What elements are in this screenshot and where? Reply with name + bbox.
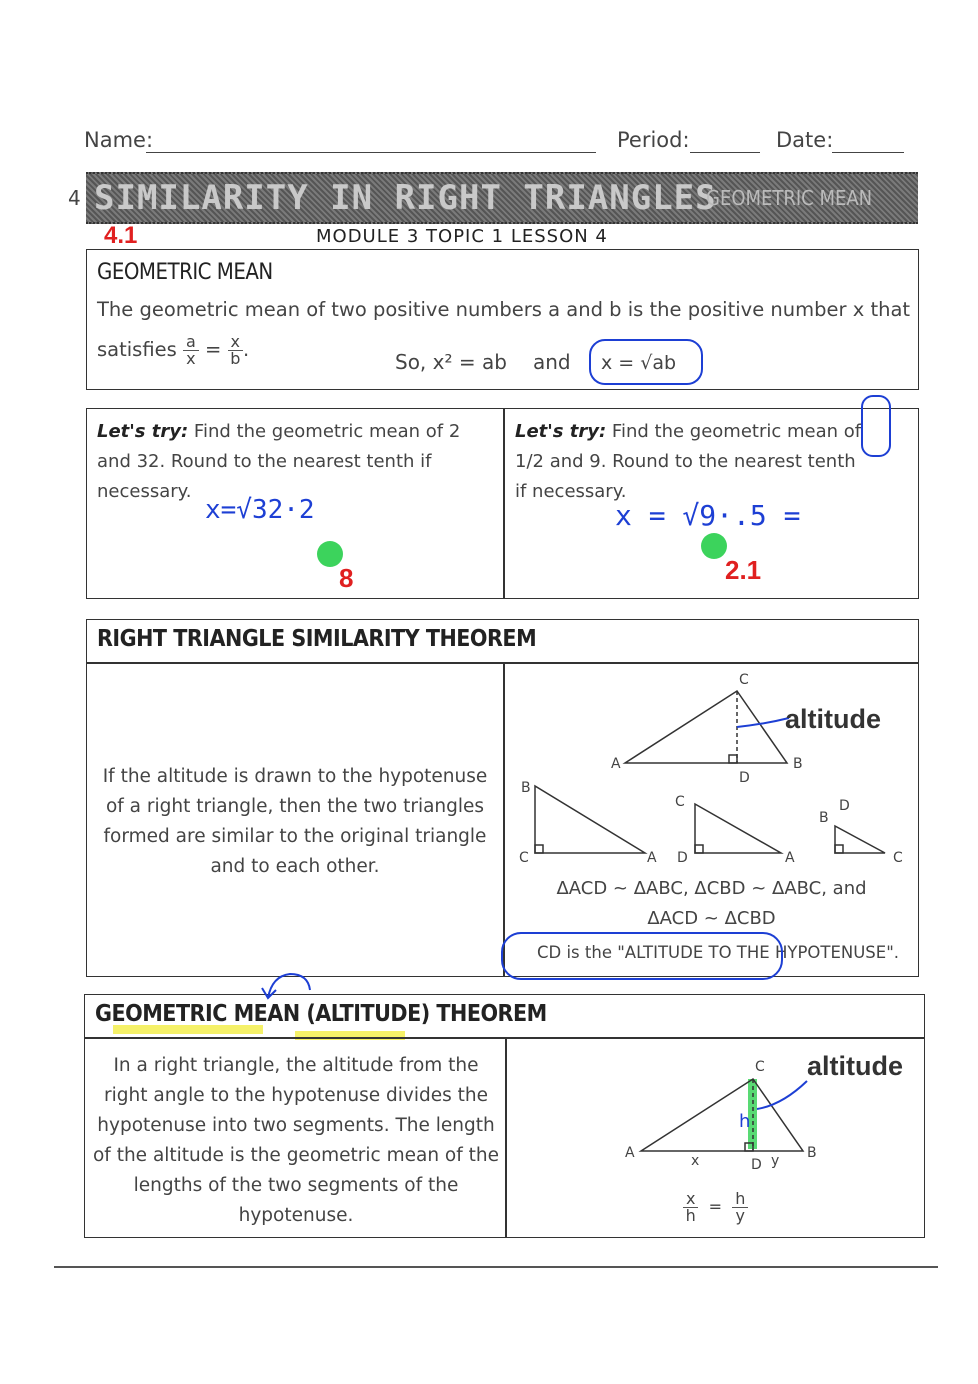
and-text: and [533, 350, 571, 374]
name-line[interactable] [146, 152, 596, 153]
label-d-t2: D [677, 850, 688, 866]
satisfies-line: satisfies $\frac{a}{x}$ = $\frac{x}{b}$ . [97, 332, 250, 368]
triangle-acd [535, 786, 645, 853]
ratio-h-over-y [732, 1191, 748, 1224]
altitude-pointer [737, 718, 789, 727]
lets-try-divider [503, 409, 505, 598]
similarity-theorem-text: If the altitude is drawn to the hypotenuse of a right triangle, then the two triangles formed are similar to the original triangle and to each other. [102, 766, 488, 877]
title-suffix: GEOMETRIC MEAN [706, 186, 873, 210]
lets-try-1-work: x=√32·2 [205, 495, 315, 525]
label-y: y [771, 1153, 780, 1169]
altitude-theorem-heading: GEOMETRIC MEAN (ALTITUDE) THEOREM [95, 1001, 547, 1027]
label-c-t2: C [675, 794, 685, 810]
date-label: Date: [776, 128, 834, 152]
label-a-t1: A [647, 850, 657, 866]
similarity-altitude-annotation: altitude [785, 704, 882, 734]
label-c-t3: C [893, 850, 903, 866]
triangle-abc-2 [641, 1079, 803, 1151]
half-circle-mark [861, 395, 891, 457]
label-b-main: B [793, 756, 803, 772]
label-a-t2: A [785, 850, 795, 866]
frac-b-num: x [228, 334, 243, 351]
title-banner [86, 172, 918, 224]
formula-circle [589, 339, 703, 385]
label-x: x [691, 1153, 700, 1169]
lets-try-2-work: x = √9·.5 = [615, 499, 801, 532]
frac-a-num: a [183, 334, 199, 351]
formula: x = √ab [601, 352, 677, 374]
label-b-t1: B [521, 780, 531, 796]
right-angle-d [729, 755, 737, 763]
altitude-theorem-box [84, 994, 925, 1238]
triangle-abc [625, 691, 787, 763]
lets-try-1-label: Let's try: [97, 421, 189, 442]
label-d-t3: D [839, 798, 850, 814]
ratio-h2: h [732, 1191, 748, 1208]
label-a-2: A [625, 1145, 635, 1161]
title-text: SIMILARITY IN RIGHT TRIANGLES [94, 178, 717, 218]
fraction-x-over-b [228, 334, 243, 367]
similarity-relation-1: ΔACD ~ ΔABC, ΔCBD ~ ΔABC, and [556, 878, 867, 899]
similarity-theorem-box [86, 619, 919, 977]
frac-b-den: b [230, 349, 241, 368]
lets-try-2-text: Find the geometric mean of 1/2 and 9. Round to the nearest tenth if necessary. [515, 421, 862, 502]
lesson-tag: 4.1 [104, 222, 138, 249]
lets-try-2-label: Let's try: [515, 421, 607, 442]
date-line[interactable] [832, 152, 904, 153]
frac-a-den: x [186, 349, 196, 368]
ratio-x-over-h [683, 1191, 698, 1224]
label-c-t1: C [519, 850, 529, 866]
similarity-theorem-heading: RIGHT TRIANGLE SIMILARITY THEOREM [97, 626, 537, 652]
lets-try-2-prompt [515, 417, 865, 507]
geometric-mean-definition: The geometric mean of two positive numbers a and b is the positive number x that [97, 298, 911, 321]
lets-try-1-prompt [97, 417, 487, 507]
module-note: MODULE 3 TOPIC 1 LESSON 4 [316, 226, 608, 247]
footer-rule [54, 1266, 938, 1268]
geometric-mean-box [86, 249, 919, 390]
lets-try-1-text: Find the geometric mean of 2 and 32. Round to the nearest tenth if necessary. [97, 421, 461, 502]
similarity-note: CD is the "ALTITUDE TO THE HYPOTENUSE". [537, 943, 900, 962]
label-a-main: A [611, 756, 621, 772]
label-c-main: C [739, 672, 749, 688]
label-b-t3: B [819, 810, 829, 826]
altitude-annotation: altitude [807, 1051, 904, 1081]
label-c-2: C [755, 1059, 765, 1075]
satisfies-text: satisfies [97, 338, 177, 361]
label-b-2: B [807, 1145, 817, 1161]
ratio-h1: h [685, 1206, 696, 1225]
title-number: 4 [68, 186, 81, 210]
fraction-a-over-x [183, 334, 199, 367]
altitude-theorem-text: In a right triangle, the altitude from the right angle to the hypotenuse divides the hypotenuse into two segments. The length of the altitude is the geometric mean of the lengths of the two segments of the hypotenuse. [92, 1055, 500, 1226]
lets-try-2-answer: 2.1 [725, 555, 762, 585]
label-h: h [739, 1111, 751, 1132]
similarity-relation-2: ΔACD ~ ΔCBD [647, 908, 776, 929]
period-label: Period: [617, 128, 690, 152]
similarity-note-circle [501, 932, 783, 980]
ratio-x: x [683, 1191, 698, 1208]
name-label: Name: [84, 128, 154, 152]
triangle-cbd [695, 804, 781, 853]
pen-arrow-mark [260, 968, 320, 1004]
altitude-ratio: $\frac{x}{h}$ = $\frac{h}{y}$ [683, 1191, 748, 1224]
period-line[interactable] [690, 152, 760, 153]
label-d-main: D [739, 770, 750, 786]
ratio-y: y [735, 1206, 746, 1225]
heading-highlight-2 [295, 1031, 405, 1040]
lets-try-container [86, 408, 919, 599]
lets-try-1-answer: 8 [339, 563, 354, 593]
lets-try-2-marker [701, 533, 727, 559]
so-text: So, x² = ab [395, 350, 507, 374]
geometric-mean-heading: GEOMETRIC MEAN [97, 260, 273, 285]
label-d-2: D [751, 1157, 762, 1173]
